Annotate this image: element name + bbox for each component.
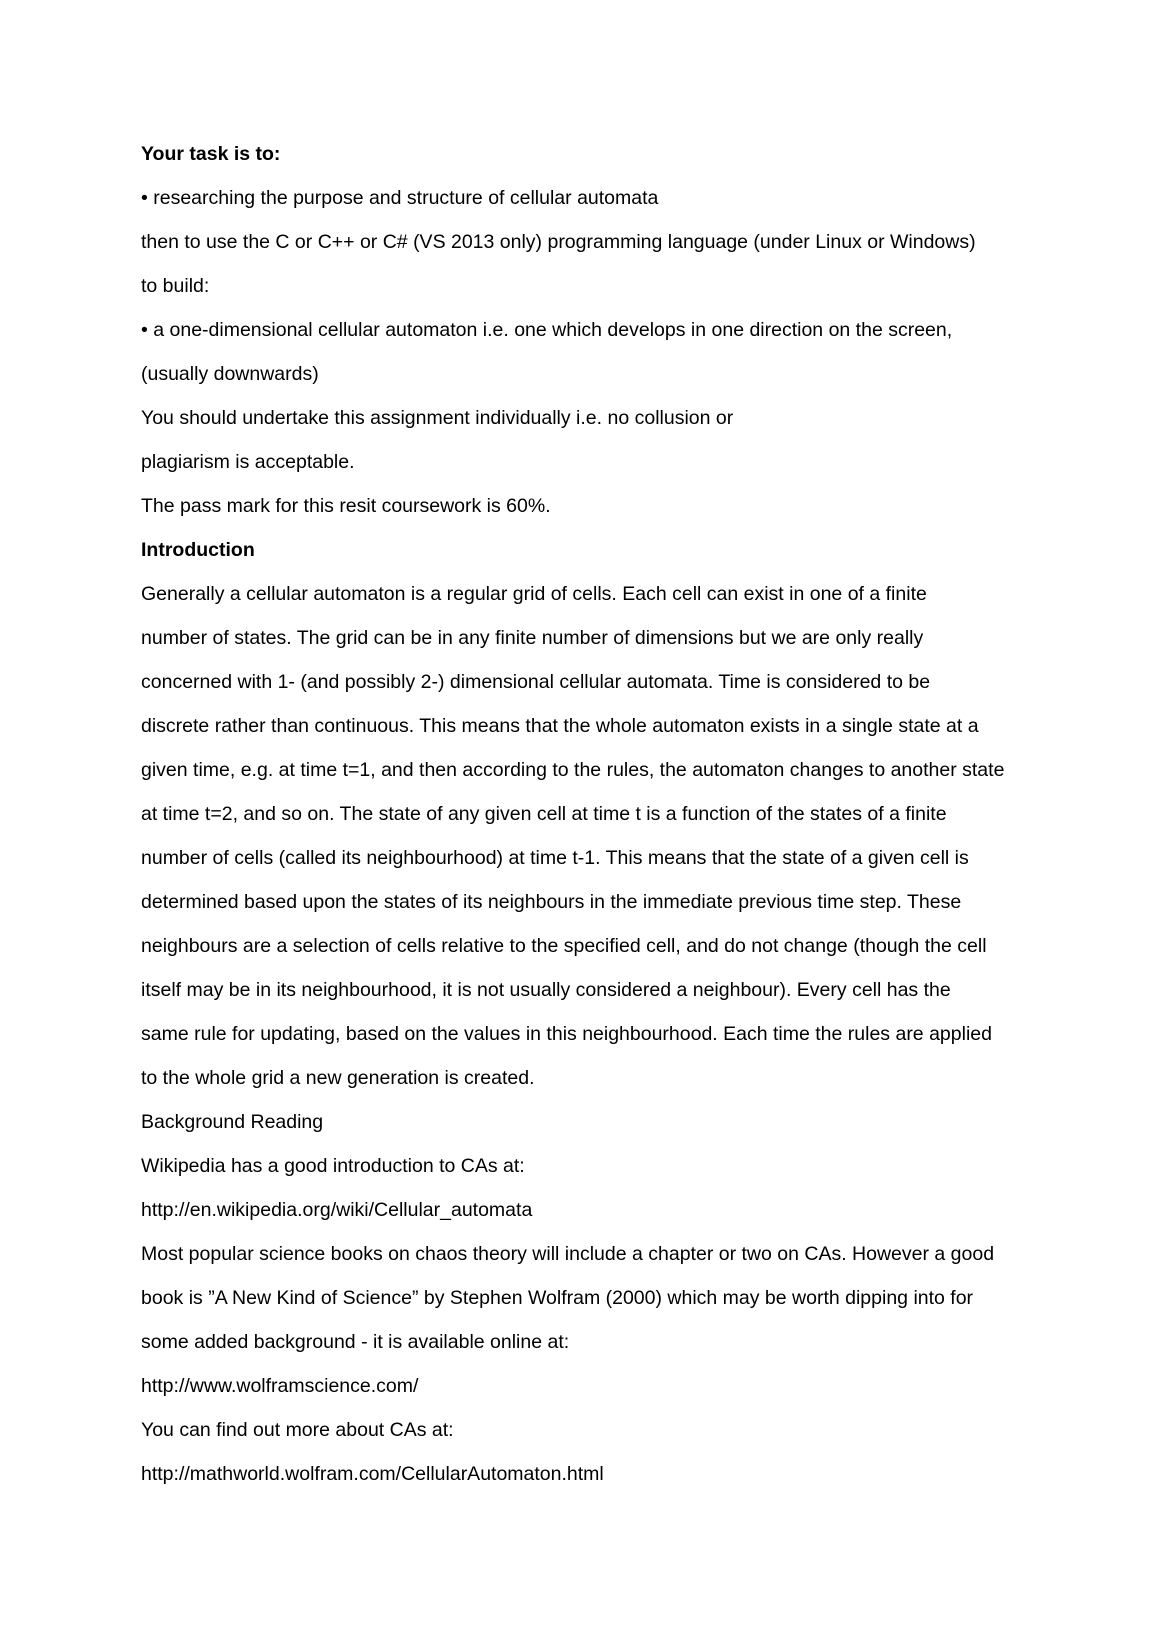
individually-line-2: plagiarism is acceptable. <box>141 451 355 473</box>
wolfram-url: http://www.wolframscience.com/ <box>141 1375 419 1397</box>
intro-line: determined based upon the states of its neighbours in the immediate previous time step. These <box>141 891 962 913</box>
task-heading: Your task is to: <box>141 143 281 165</box>
usually-downwards-line: (usually downwards) <box>141 363 319 385</box>
mathworld-url: http://mathworld.wolfram.com/CellularAutomaton.html <box>141 1463 604 1485</box>
bullet-one-dimensional: • a one-dimensional cellular automaton i.e. one which develops in one direction on the screen, <box>141 319 953 341</box>
books-line: book is ”A New Kind of Science” by Stephen Wolfram (2000) which may be worth dipping into for <box>141 1287 974 1309</box>
intro-line: Generally a cellular automaton is a regular grid of cells. Each cell can exist in one of a finite <box>141 583 927 605</box>
wikipedia-line: Wikipedia has a good introduction to CAs at: <box>141 1155 525 1177</box>
pass-mark-line: The pass mark for this resit coursework is 60%. <box>141 495 551 517</box>
intro-line: number of cells (called its neighbourhood) at time t-1. This means that the state of a given cell is <box>141 847 969 869</box>
intro-line: given time, e.g. at time t=1, and then according to the rules, the automaton changes to another state <box>141 759 1005 781</box>
intro-line: discrete rather than continuous. This means that the whole automaton exists in a single state at a <box>141 715 979 737</box>
individually-line-1: You should undertake this assignment individually i.e. no collusion or <box>141 407 734 429</box>
intro-line: itself may be in its neighbourhood, it is not usually considered a neighbour). Every cell has the <box>141 979 951 1001</box>
intro-line: at time t=2, and so on. The state of any given cell at time t is a function of the states of a finite <box>141 803 947 825</box>
bullet-research: • researching the purpose and structure of cellular automata <box>141 187 659 209</box>
introduction-heading: Introduction <box>141 539 255 561</box>
find-more-line: You can find out more about CAs at: <box>141 1419 454 1441</box>
intro-line: to the whole grid a new generation is created. <box>141 1067 535 1089</box>
document-page <box>141 135 1041 1499</box>
books-line: Most popular science books on chaos theory will include a chapter or two on CAs. However a good <box>141 1243 995 1265</box>
intro-line: same rule for updating, based on the values in this neighbourhood. Each time the rules are applied <box>141 1023 992 1045</box>
books-line: some added background - it is available online at: <box>141 1331 570 1353</box>
wikipedia-url: http://en.wikipedia.org/wiki/Cellular_automata <box>141 1199 533 1221</box>
background-reading-heading: Background Reading <box>141 1111 324 1133</box>
intro-line: number of states. The grid can be in any finite number of dimensions but we are only really <box>141 627 924 649</box>
intro-line: concerned with 1- (and possibly 2-) dimensional cellular automata. Time is considered to be <box>141 671 931 693</box>
to-build-line: to build: <box>141 275 210 297</box>
intro-line: neighbours are a selection of cells relative to the specified cell, and do not change (though the cell <box>141 935 987 957</box>
then-use-line: then to use the C or C++ or C# (VS 2013 only) programming language (under Linux or Windows) <box>141 231 976 253</box>
